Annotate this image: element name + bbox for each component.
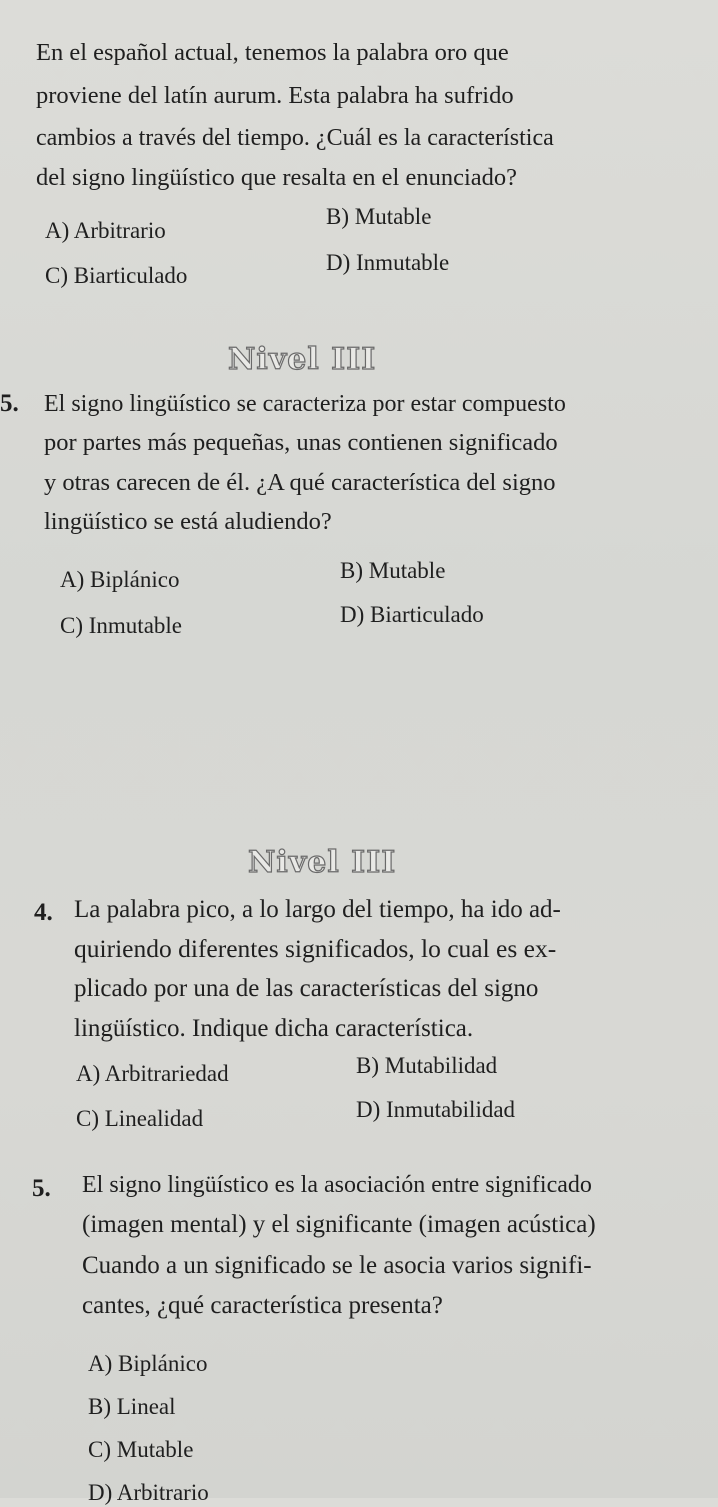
question-3-option-a: A) Biplánico [60,567,180,592]
question-top-option-c: C) Biarticulado [45,263,188,288]
question-3-line-3: y otras carecen de él. ¿A qué característica del signo [44,469,556,496]
question-5-number: 5. [32,1175,51,1202]
question-top-line-3: cambios a través del tiempo. ¿Cuál es la característica [36,125,554,151]
question-3-line-2: por partes más pequeñas, unas contienen significado [44,429,558,456]
question-3-line-1: El signo lingüístico se caracteriza por estar compuesto [44,391,566,417]
question-3-number: 5. [0,390,19,417]
question-4-option-c: C) Linealidad [76,1106,204,1131]
level-heading-2: Nivel III [248,845,397,880]
question-4-line-3: plicado por una de las características del signo [74,975,539,1002]
question-5-option-b: B) Lineal [88,1394,176,1419]
question-4-option-d: D) Inmutabilidad [356,1097,516,1122]
question-top-option-a: A) Arbitrario [45,218,166,243]
question-4-line-1: La palabra pico, a lo largo del tiempo, ha ido ad- [74,896,561,923]
level-heading-1: Nivel III [228,342,377,377]
question-top-line-4: del signo lingüístico que resalta en el enunciado? [36,164,518,191]
question-4-number: 4. [34,899,53,926]
question-5-option-d: D) Arbitrario [88,1480,209,1505]
question-top-line-2: proviene del latín aurum. Esta palabra ha sufrido [36,82,514,109]
question-3-option-c: C) Inmutable [60,613,182,638]
question-3-option-b: B) Mutable [340,558,446,583]
question-5-option-a: A) Biplánico [88,1351,208,1376]
question-4-option-a: A) Arbitrariedad [76,1061,229,1086]
question-3-line-4: lingüístico se está aludiendo? [44,508,332,535]
question-3-option-d: D) Biarticulado [340,602,484,627]
question-4-line-4: lingüístico. Indique dicha característica. [74,1015,474,1042]
question-top-option-d: D) Inmutable [326,250,450,275]
question-5-line-4: cantes, ¿qué característica presenta? [82,1292,443,1319]
question-5-line-2: (imagen mental) y el significante (imagen acústica) [82,1211,596,1238]
question-4-option-b: B) Mutabilidad [356,1053,498,1078]
question-4-line-2: quiriendo diferentes significados, lo cual es ex- [74,934,557,963]
question-top-option-b: B) Mutable [326,204,432,229]
question-5-line-3: Cuando a un significado se le asocia varios signifi- [82,1252,592,1279]
question-top-line-1: En el español actual, tenemos la palabra oro que [36,39,509,66]
question-5-option-c: C) Mutable [88,1437,194,1462]
question-5-line-1: El signo lingüístico es la asociación entre significado [82,1172,592,1198]
